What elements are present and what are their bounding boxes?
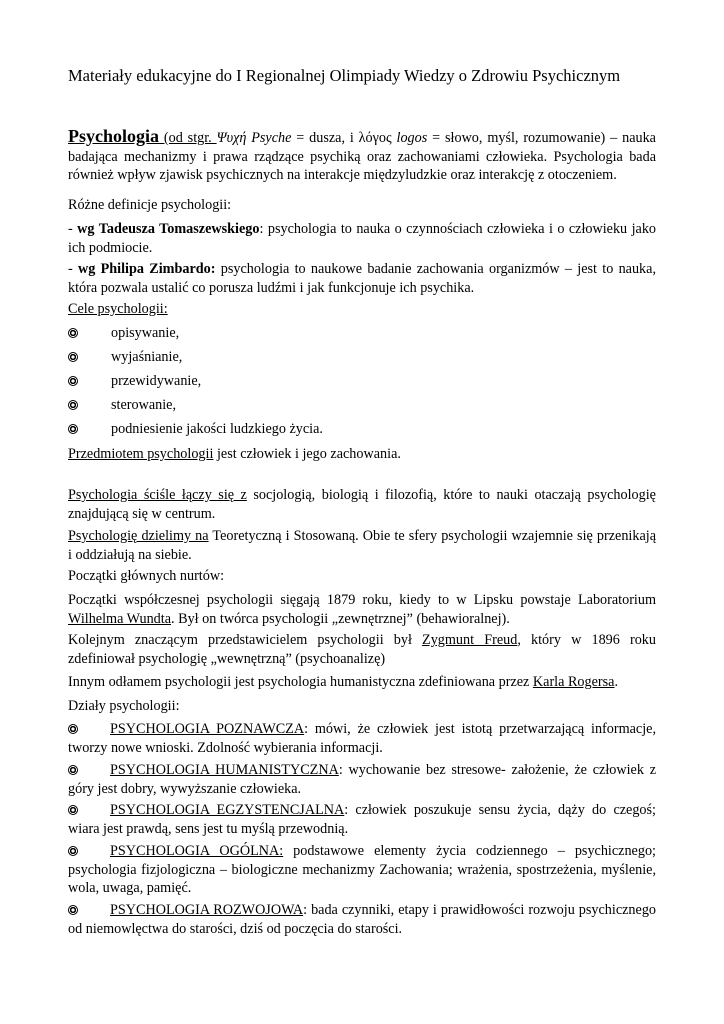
document-header: Materiały edukacyjne do I Regionalnej Olimpiady Wiedzy o Zdrowiu Psychicznym	[68, 66, 621, 85]
def2-text: psychologia to naukowe badanie zachowania organizmów – jest to nauka, która pozwala ustalić co porusza ludźmi i jak funkcjonuje ich psychika.	[68, 261, 656, 296]
bullet-icon	[68, 352, 78, 362]
goal-text: podniesienie jakości ludzkiego życia.	[111, 421, 323, 437]
def1-name: wg Tadeusza Tomaszewskiego	[77, 221, 260, 237]
intro-text-3: = słowo, myśl, rozumowanie) – nauka badająca mechanizmy i prawa rządzące psychiką oraz zachowaniami człowieka. Psychologia bada również wpływ zjawisk psychicznych na interakcje międzyludzkie oraz interakcję z otoczeniem.	[68, 130, 656, 183]
origins-freud	[68, 631, 656, 668]
links-paragraph	[68, 486, 656, 523]
freud-name: Zygmunt Freud	[422, 632, 518, 648]
division-paragraph	[68, 527, 656, 564]
department-text: : bada czynniki, etapy i prawidłowości rozwoju psychicznego od niemowlęctwa do starości, dziś od poczęcia do starości.	[68, 902, 657, 937]
def1-prefix: -	[68, 221, 78, 237]
department-name: PSYCHOLOGIA EGZYSTENCJALNA	[110, 802, 345, 818]
intro-greek: Ψυχή Psyche	[216, 130, 292, 146]
bullet-icon	[68, 328, 78, 338]
division-rest: Teoretyczną i Stosowaną. Obie te sfery psychologii wzajemnie się przenikają i oddziałują na siebie.	[68, 528, 656, 563]
wundt-text-2: . Był on twórca psychologii „zewnętrznej” (behawioralnej).	[171, 610, 510, 627]
origins-rogers	[68, 673, 656, 692]
goal-text: sterowanie,	[111, 397, 177, 413]
def2-prefix: -	[68, 261, 78, 277]
department-text: : człowiek poszukuje sensu życia, dąży do czegoś; wiara jest prawdą, sens jest tu myślą przewodnią.	[68, 802, 656, 837]
definitions-heading: Różne definicje psychologii:	[68, 197, 232, 213]
department-name: PSYCHOLOGIA ROZWOJOWA	[110, 902, 304, 918]
freud-text-1: Kolejnym znaczącym przedstawicielem psychologii był	[68, 632, 423, 648]
intro-text-2: = dusza, i λόγος	[291, 130, 397, 146]
bullet-icon	[68, 765, 78, 775]
department-item	[68, 801, 656, 838]
department-text: podstawowe elementy życia codziennego – psychicznego; psychologia fizjologiczna – biologiczne mechanizmy Zachowania; wrażenia, spostrzeżenia, myślenie, wola, uwaga, pamięć.	[68, 843, 656, 896]
goal-item	[68, 348, 656, 367]
goal-item	[68, 372, 656, 391]
subject-paragraph	[68, 445, 656, 464]
intro-logos: logos	[396, 130, 428, 146]
origins-wundt	[68, 591, 656, 628]
departments-heading: Działy psychologii:	[68, 698, 180, 714]
subject-underlined: Przedmiotem psychologii	[68, 446, 214, 462]
bullet-icon	[68, 400, 78, 410]
rogers-text-2: .	[614, 674, 618, 690]
goal-item	[68, 396, 656, 415]
links-rest: socjologią, biologią i filozofią, które to nauki otaczają psychologię znajdującą się w centrum.	[68, 487, 656, 522]
rogers-name: Karla Rogersa	[532, 674, 615, 690]
goals-heading: Cele psychologii:	[68, 301, 168, 317]
links-underlined: Psychologia ściśle łączy się z	[68, 487, 247, 503]
intro-paragraph	[68, 127, 656, 185]
freud-text-2: , który w 1896 roku zdefiniował psychologię „wewnętrzną” (psychoanalizę)	[68, 632, 656, 667]
bullet-icon	[68, 846, 78, 856]
department-text: : wychowanie bez stresowe- założenie, że człowiek z góry jest dobry, wywyższanie człowieka.	[68, 762, 656, 797]
definition-zimbardo	[68, 260, 656, 297]
def1-text: : psychologia to nauka o czynnościach człowieka i o człowieku jako ich podmiocie.	[68, 221, 657, 256]
bullet-icon	[68, 376, 78, 386]
origins-heading: Początki głównych nurtów:	[68, 568, 225, 584]
department-item	[68, 842, 656, 898]
goal-item	[68, 324, 656, 343]
division-underlined: Psychologię dzielimy na	[68, 528, 209, 544]
department-name: PSYCHOLOGIA OGÓLNA:	[110, 843, 284, 859]
wundt-name: Wilhelma Wundta	[68, 610, 172, 627]
intro-text-1: (od stgr.	[159, 130, 217, 146]
bullet-icon	[68, 805, 78, 815]
term-psychologia: Psychologia	[68, 126, 160, 146]
department-item	[68, 761, 656, 798]
bullet-icon	[68, 724, 78, 734]
department-item	[68, 901, 656, 938]
wundt-text-1: Początki współczesnej psychologii sięgają 1879 roku, kiedy to w Lipsku powstaje Laboratorium	[68, 592, 656, 608]
department-text: : mówi, że człowiek jest istotą przetwarzającą informacje, tworzy nowe wnioski. Zdolność wybierania informacji.	[68, 721, 657, 756]
department-name: PSYCHOLOGIA HUMANISTYCZNA	[110, 762, 339, 778]
definition-tomaszewski	[68, 220, 656, 257]
rogers-text-1: Innym odłamem psychologii jest psychologia humanistyczna zdefiniowana przez	[68, 674, 533, 690]
goal-text: przewidywanie,	[111, 373, 202, 389]
subject-rest: jest człowiek i jego zachowania.	[213, 446, 401, 462]
department-name: PSYCHOLOGIA POZNAWCZA	[110, 721, 305, 737]
bullet-icon	[68, 424, 78, 434]
department-item	[68, 720, 656, 757]
def2-name: wg Philipa Zimbardo:	[78, 261, 216, 277]
goal-text: opisywanie,	[111, 325, 180, 341]
goal-item	[68, 420, 656, 439]
goal-text: wyjaśnianie,	[111, 349, 183, 365]
bullet-icon	[68, 905, 78, 915]
